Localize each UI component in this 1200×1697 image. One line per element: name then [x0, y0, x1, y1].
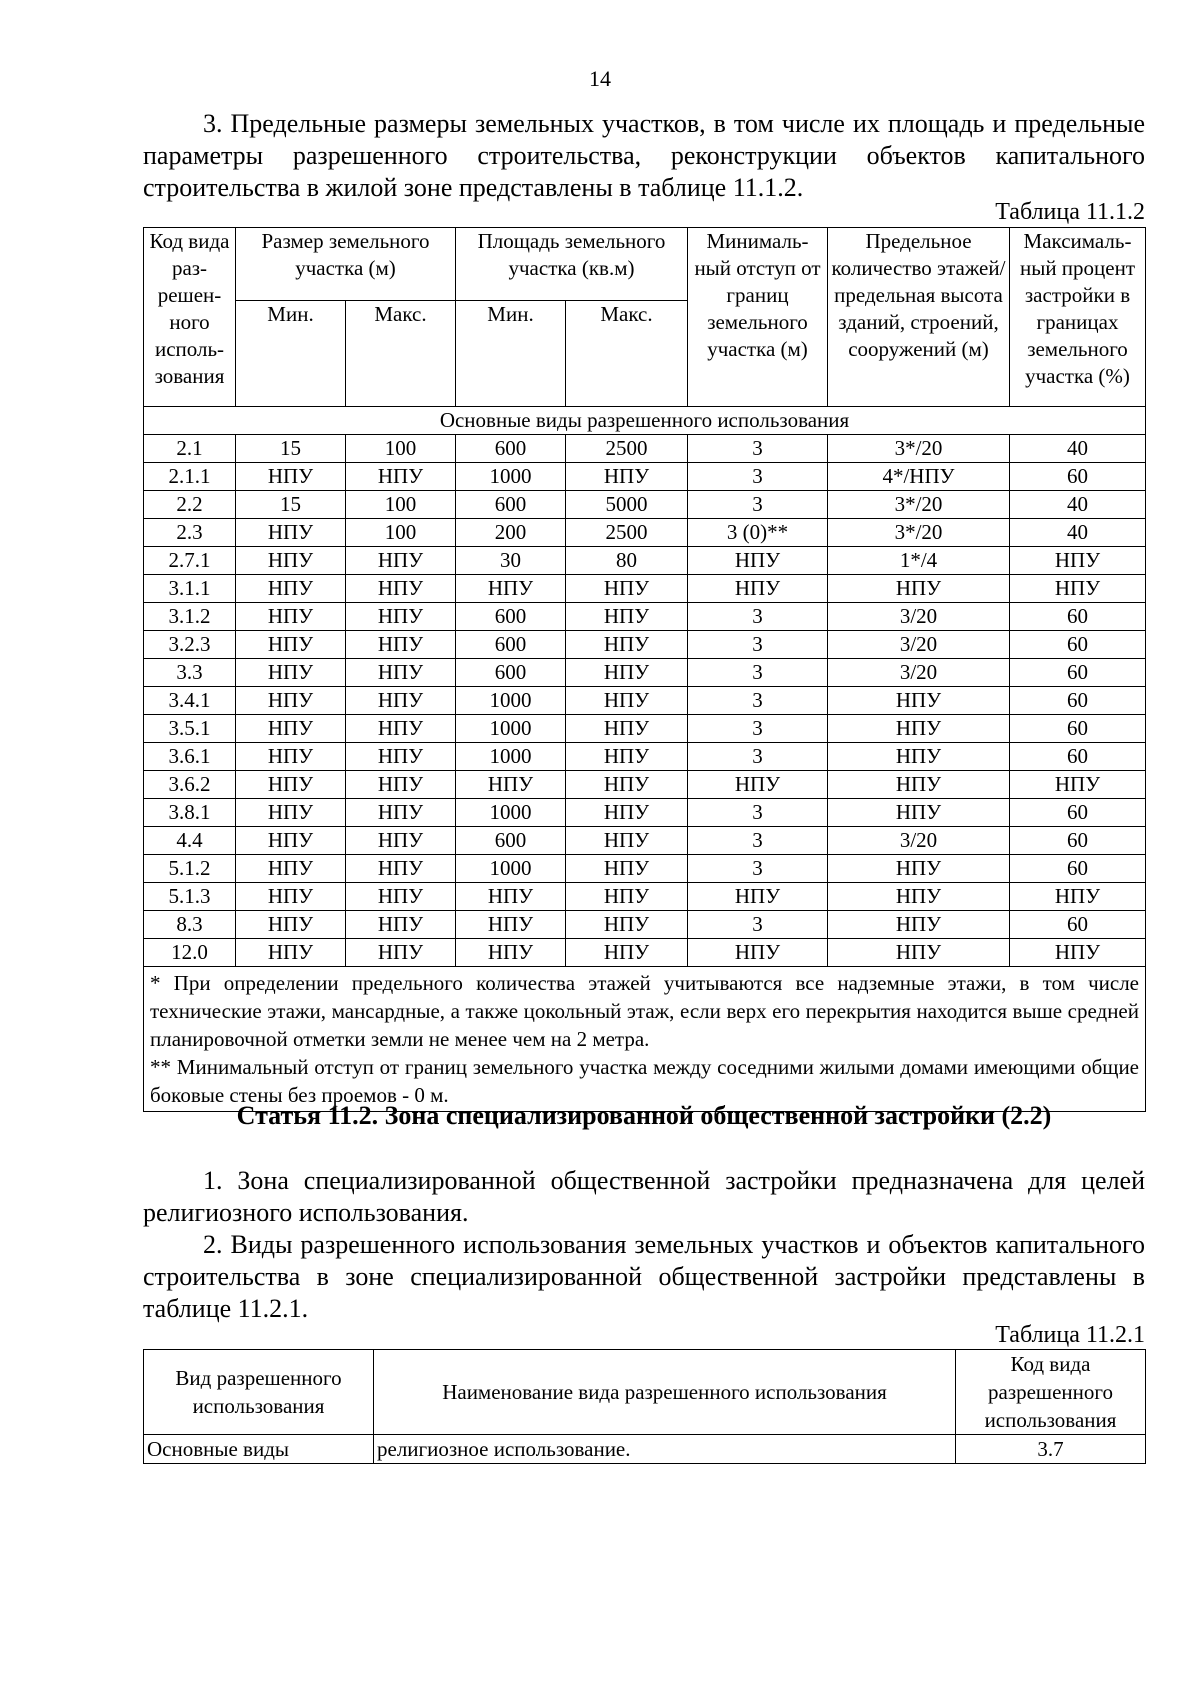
- table-row: [144, 911, 1146, 939]
- cell-size-min: НПУ: [236, 687, 346, 715]
- cell-size-min: НПУ: [236, 463, 346, 491]
- table-row: [144, 771, 1146, 799]
- cell-area-min: 1000: [456, 463, 566, 491]
- cell-floors: 3/20: [828, 659, 1010, 687]
- cell-size-min: НПУ: [236, 911, 346, 939]
- cell-coverage: 40: [1010, 491, 1146, 519]
- footnote-block: [144, 967, 1146, 1112]
- cell-coverage: НПУ: [1010, 547, 1146, 575]
- cell-area-max: НПУ: [566, 659, 688, 687]
- page-number: 14: [589, 66, 611, 91]
- header-area: Площадь земельного участка (кв.м): [456, 228, 688, 301]
- cell-floors: НПУ: [828, 939, 1010, 967]
- cell-code: 3.1.2: [144, 603, 236, 631]
- cell-area-min: 600: [456, 603, 566, 631]
- cell-area-min: 200: [456, 519, 566, 547]
- article-heading: Статья 11.2. Зона специализированной общественной застройки (2.2): [236, 1101, 1052, 1130]
- cell-coverage: 40: [1010, 435, 1146, 463]
- cell-code: 3.6.1: [144, 743, 236, 771]
- cell-area-min: 600: [456, 435, 566, 463]
- cell-area-min: НПУ: [456, 575, 566, 603]
- cell-size-max: НПУ: [346, 659, 456, 687]
- cell-setback: НПУ: [688, 771, 828, 799]
- cell-area-max: НПУ: [566, 463, 688, 491]
- cell-setback: НПУ: [688, 575, 828, 603]
- cell-size-max: НПУ: [346, 855, 456, 883]
- cell-area-max: НПУ: [566, 911, 688, 939]
- footnote-1: * При определении предельного количества этажей учитываются все надземные этажи, в том числе технические этажи, мансардные, а также цокольный этаж, если верх его перекрытия находится выше средней планировочной отметки земли не менее чем на 2 метра.: [150, 971, 1139, 1051]
- cell-size-min: НПУ: [236, 939, 346, 967]
- cell-floors: 3*/20: [828, 519, 1010, 547]
- cell-floors: НПУ: [828, 799, 1010, 827]
- header-setback: Минималь-ный отступ от границ земельного участка (м): [688, 228, 828, 407]
- table-row: [144, 855, 1146, 883]
- cell-floors: 4*/НПУ: [828, 463, 1010, 491]
- cell-coverage: НПУ: [1010, 883, 1146, 911]
- cell-size-min: НПУ: [236, 575, 346, 603]
- table-row: [144, 463, 1146, 491]
- header-usage-name: Наименование вида разрешенного использования: [374, 1350, 956, 1435]
- cell-area-min: НПУ: [456, 771, 566, 799]
- cell-size-min: НПУ: [236, 659, 346, 687]
- cell-setback: 3: [688, 603, 828, 631]
- cell-area-min: 600: [456, 827, 566, 855]
- cell-coverage: 60: [1010, 911, 1146, 939]
- cell-floors: НПУ: [828, 575, 1010, 603]
- cell-size-max: НПУ: [346, 631, 456, 659]
- table-row: [144, 519, 1146, 547]
- cell-area-max: НПУ: [566, 827, 688, 855]
- cell-size-min: НПУ: [236, 519, 346, 547]
- limits-table: [143, 227, 1146, 1112]
- header-area-max: Макс.: [566, 301, 688, 407]
- cell-floors: НПУ: [828, 855, 1010, 883]
- header-usage-code: Код вида разрешенного использования: [956, 1350, 1146, 1435]
- cell-area-max: НПУ: [566, 771, 688, 799]
- cell-size-max: 100: [346, 519, 456, 547]
- cell-setback: 3: [688, 491, 828, 519]
- table-row: [144, 659, 1146, 687]
- table-row: [144, 491, 1146, 519]
- cell-size-min: 15: [236, 435, 346, 463]
- cell-coverage: 60: [1010, 827, 1146, 855]
- cell-area-min: 1000: [456, 687, 566, 715]
- cell-setback: 3: [688, 687, 828, 715]
- cell-setback: 3: [688, 631, 828, 659]
- header-floors: Предельное количество этажей/ предельная высота зданий, строений, сооружений (м): [828, 228, 1010, 407]
- cell-setback: НПУ: [688, 547, 828, 575]
- paragraph-2: 2. Виды разрешенного использования земельных участков и объектов капитального строительства в зоне специализированной общественной застройки представлены в таблице 11.2.1.: [143, 1230, 1145, 1323]
- cell-coverage: 60: [1010, 687, 1146, 715]
- cell-coverage: НПУ: [1010, 771, 1146, 799]
- table-row: [144, 603, 1146, 631]
- cell-size-max: 100: [346, 491, 456, 519]
- cell-area-max: НПУ: [566, 883, 688, 911]
- cell-code: 2.3: [144, 519, 236, 547]
- cell-area-max: 80: [566, 547, 688, 575]
- cell-coverage: 60: [1010, 715, 1146, 743]
- header-size: Размер земельного участка (м): [236, 228, 456, 301]
- cell-floors: 3*/20: [828, 435, 1010, 463]
- cell-coverage: 60: [1010, 463, 1146, 491]
- cell-area-min: НПУ: [456, 911, 566, 939]
- cell-code: 3.5.1: [144, 715, 236, 743]
- table-row: [144, 631, 1146, 659]
- footnote-2: ** Минимальный отступ от границ земельного участка между соседними жилыми домами имеющими общие боковые стены без проемов - 0 м.: [150, 1055, 1139, 1107]
- cell-setback: 3: [688, 463, 828, 491]
- cell-size-max: НПУ: [346, 939, 456, 967]
- cell-coverage: НПУ: [1010, 575, 1146, 603]
- cell-area-max: 5000: [566, 491, 688, 519]
- cell-code: 12.0: [144, 939, 236, 967]
- cell-setback: 3: [688, 827, 828, 855]
- table-row: [144, 799, 1146, 827]
- cell-size-max: НПУ: [346, 771, 456, 799]
- cell-area-min: 1000: [456, 799, 566, 827]
- cell-code: 2.1: [144, 435, 236, 463]
- cell-area-max: НПУ: [566, 715, 688, 743]
- cell-area-max: НПУ: [566, 631, 688, 659]
- cell-size-min: НПУ: [236, 799, 346, 827]
- header-coverage: Максималь-ный процент застройки в границах земельного участка (%): [1010, 228, 1146, 407]
- intro-paragraph: 3. Предельные размеры земельных участков, в том числе их площадь и предельные параметры разрешенного строительства, реконструкции объектов капитального строительства в жилой зоне представлены в таблице 11.1.2.: [143, 109, 1145, 202]
- cell-floors: НПУ: [828, 743, 1010, 771]
- cell-area-max: НПУ: [566, 799, 688, 827]
- cell-setback: НПУ: [688, 883, 828, 911]
- cell-setback: 3: [688, 715, 828, 743]
- cell-size-max: НПУ: [346, 911, 456, 939]
- cell-area-max: 2500: [566, 519, 688, 547]
- cell-size-max: НПУ: [346, 883, 456, 911]
- cell-size-max: НПУ: [346, 547, 456, 575]
- paragraph-1: 1. Зона специализированной общественной застройки предназначена для целей религиозного использования.: [143, 1166, 1145, 1227]
- header-code: Код вида раз-решен-ного исполь-зования: [144, 228, 236, 407]
- cell-floors: НПУ: [828, 687, 1010, 715]
- table-row: [144, 687, 1146, 715]
- header-usage-type: Вид разрешенного использования: [144, 1350, 374, 1435]
- table2-caption: Таблица 11.2.1: [995, 1322, 1145, 1348]
- cell-floors: НПУ: [828, 883, 1010, 911]
- cell-floors: 3*/20: [828, 491, 1010, 519]
- cell-coverage: НПУ: [1010, 939, 1146, 967]
- cell-code: 4.4: [144, 827, 236, 855]
- cell-code: 3.3: [144, 659, 236, 687]
- table1-caption: Таблица 11.1.2: [995, 199, 1145, 225]
- cell-setback: НПУ: [688, 939, 828, 967]
- cell-area-max: 2500: [566, 435, 688, 463]
- cell-code: 5.1.2: [144, 855, 236, 883]
- cell-floors: 3/20: [828, 631, 1010, 659]
- usage-type-cell: Основные виды: [144, 1435, 374, 1464]
- cell-floors: НПУ: [828, 715, 1010, 743]
- cell-setback: 3: [688, 855, 828, 883]
- cell-area-min: 600: [456, 631, 566, 659]
- cell-size-max: НПУ: [346, 827, 456, 855]
- cell-area-min: 600: [456, 659, 566, 687]
- cell-area-max: НПУ: [566, 687, 688, 715]
- cell-setback: 3: [688, 743, 828, 771]
- cell-size-max: НПУ: [346, 715, 456, 743]
- table-row: [144, 575, 1146, 603]
- cell-area-max: НПУ: [566, 939, 688, 967]
- cell-code: 3.8.1: [144, 799, 236, 827]
- cell-size-min: НПУ: [236, 883, 346, 911]
- cell-size-min: НПУ: [236, 715, 346, 743]
- cell-area-min: 30: [456, 547, 566, 575]
- cell-code: 3.6.2: [144, 771, 236, 799]
- cell-coverage: 60: [1010, 631, 1146, 659]
- section-label: Основные виды разрешенного использования: [144, 407, 1146, 435]
- cell-setback: 3: [688, 659, 828, 687]
- cell-coverage: 60: [1010, 855, 1146, 883]
- header-size-max: Макс.: [346, 301, 456, 407]
- cell-code: 5.1.3: [144, 883, 236, 911]
- cell-setback: 3: [688, 799, 828, 827]
- cell-code: 3.4.1: [144, 687, 236, 715]
- cell-floors: НПУ: [828, 771, 1010, 799]
- cell-coverage: 40: [1010, 519, 1146, 547]
- cell-code: 2.1.1: [144, 463, 236, 491]
- cell-coverage: 60: [1010, 743, 1146, 771]
- cell-code: 2.7.1: [144, 547, 236, 575]
- cell-area-min: НПУ: [456, 939, 566, 967]
- table-row: [144, 547, 1146, 575]
- cell-floors: НПУ: [828, 911, 1010, 939]
- cell-size-max: 100: [346, 435, 456, 463]
- cell-floors: 3/20: [828, 827, 1010, 855]
- cell-coverage: 60: [1010, 799, 1146, 827]
- cell-size-min: НПУ: [236, 827, 346, 855]
- cell-code: 2.2: [144, 491, 236, 519]
- cell-area-max: НПУ: [566, 743, 688, 771]
- cell-size-max: НПУ: [346, 575, 456, 603]
- table-row: [144, 435, 1146, 463]
- header-area-min: Мин.: [456, 301, 566, 407]
- cell-size-max: НПУ: [346, 799, 456, 827]
- cell-size-min: НПУ: [236, 603, 346, 631]
- cell-setback: 3: [688, 435, 828, 463]
- cell-size-min: НПУ: [236, 631, 346, 659]
- usage-code-cell: 3.7: [956, 1435, 1146, 1464]
- cell-size-min: НПУ: [236, 771, 346, 799]
- usage-table: [143, 1349, 1146, 1464]
- cell-size-max: НПУ: [346, 603, 456, 631]
- table-row: [144, 939, 1146, 967]
- cell-size-min: НПУ: [236, 547, 346, 575]
- cell-floors: 1*/4: [828, 547, 1010, 575]
- cell-code: 3.2.3: [144, 631, 236, 659]
- usage-name-cell: религиозное использование.: [374, 1435, 956, 1464]
- cell-area-max: НПУ: [566, 855, 688, 883]
- cell-size-max: НПУ: [346, 463, 456, 491]
- cell-coverage: 60: [1010, 603, 1146, 631]
- cell-area-min: НПУ: [456, 883, 566, 911]
- table-row: [144, 883, 1146, 911]
- cell-floors: 3/20: [828, 603, 1010, 631]
- cell-area-max: НПУ: [566, 603, 688, 631]
- cell-size-max: НПУ: [346, 687, 456, 715]
- cell-size-min: НПУ: [236, 743, 346, 771]
- cell-area-min: 1000: [456, 855, 566, 883]
- cell-size-min: НПУ: [236, 855, 346, 883]
- table-row: [144, 827, 1146, 855]
- cell-area-min: 1000: [456, 715, 566, 743]
- cell-code: 3.1.1: [144, 575, 236, 603]
- cell-size-min: 15: [236, 491, 346, 519]
- header-size-min: Мин.: [236, 301, 346, 407]
- cell-setback: 3 (0)**: [688, 519, 828, 547]
- cell-area-max: НПУ: [566, 575, 688, 603]
- table-row: [144, 715, 1146, 743]
- table-row: [144, 743, 1146, 771]
- cell-setback: 3: [688, 911, 828, 939]
- cell-size-max: НПУ: [346, 743, 456, 771]
- cell-area-min: 1000: [456, 743, 566, 771]
- cell-area-min: 600: [456, 491, 566, 519]
- cell-code: 8.3: [144, 911, 236, 939]
- cell-coverage: 60: [1010, 659, 1146, 687]
